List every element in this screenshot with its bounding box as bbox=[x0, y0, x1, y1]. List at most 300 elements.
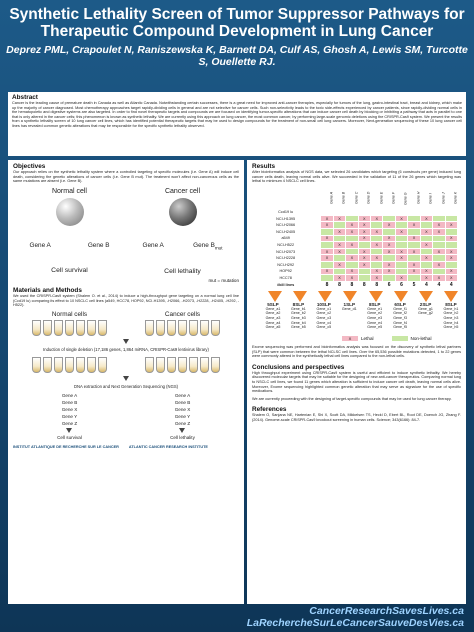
lethal-cell: X bbox=[445, 235, 457, 242]
nonlethal-cell bbox=[408, 255, 420, 262]
empty-cell bbox=[420, 209, 432, 216]
nonlethal-cell bbox=[420, 235, 432, 242]
slp-label: 2SLP bbox=[419, 301, 432, 307]
gene-b-label: Gene B bbox=[87, 241, 110, 249]
slp-gene: Gene_b3 bbox=[291, 316, 306, 320]
killed-count: 8 bbox=[371, 281, 383, 288]
orange-arrow-icon bbox=[268, 291, 282, 302]
slp-gene: Gene_f3 bbox=[393, 316, 407, 320]
slp-gene: Gene_c5 bbox=[316, 325, 332, 330]
references-heading: References bbox=[252, 406, 287, 414]
killed-count: 5 bbox=[408, 281, 420, 288]
lethal-cell: X bbox=[445, 255, 457, 262]
matrix-column-header: Gene H bbox=[416, 191, 421, 205]
lethal-cell: X bbox=[433, 275, 445, 282]
nonlethal-cell bbox=[321, 242, 333, 249]
conclusions-text-2: We are currently proceeding with the designing of target-specific compounds that may be used for lung cancer therapy. bbox=[252, 396, 452, 401]
arrow-down-icon bbox=[123, 376, 129, 381]
slp-group bbox=[338, 302, 360, 330]
lethal-cell: X bbox=[420, 229, 432, 236]
lethal-cell: X bbox=[420, 242, 432, 249]
lethal-cell: X bbox=[346, 275, 358, 282]
slp-gene: Gene_g2 bbox=[418, 311, 433, 316]
nonlethal-cell bbox=[445, 262, 457, 269]
gene-list-item: Gene Y bbox=[174, 413, 191, 419]
mutation-note: mut = mutation bbox=[208, 278, 239, 284]
slp-gene: Gene_b2 bbox=[291, 311, 306, 316]
nonlethal-cell bbox=[395, 268, 407, 275]
matrix-column-header: Gene A bbox=[329, 192, 334, 205]
lethal-cell: X bbox=[445, 275, 457, 282]
slp-gene: Gene_a1 bbox=[265, 306, 281, 311]
lethal-cell: X bbox=[420, 255, 432, 262]
killed-count: 6 bbox=[395, 281, 407, 288]
tube-row bbox=[13, 311, 239, 336]
matrix-row-label: NCI-H1395 bbox=[253, 215, 321, 222]
tube-icon bbox=[200, 357, 209, 373]
nonlethal-cell bbox=[346, 215, 358, 222]
slp-group bbox=[440, 302, 462, 330]
matrix-legend bbox=[342, 336, 461, 341]
tube-icon bbox=[167, 357, 176, 373]
matrix-row bbox=[253, 222, 458, 229]
cancer-cell-column bbox=[138, 188, 228, 275]
lethal-cell: X bbox=[420, 268, 432, 275]
slp-gene: Gene_h5 bbox=[443, 325, 459, 330]
lethal-cell: X bbox=[383, 262, 395, 269]
tube-icon bbox=[76, 357, 85, 373]
orange-arrow-icon bbox=[444, 291, 458, 302]
orange-arrow-row bbox=[268, 291, 458, 302]
lethal-cell: X bbox=[408, 235, 420, 242]
slp-label: 8SLP bbox=[445, 301, 457, 307]
slp-group bbox=[364, 302, 386, 330]
nonlethal-cell bbox=[433, 242, 445, 249]
tube-icon bbox=[211, 357, 220, 373]
objectives-text: Our approach relies on the synthetic lethality system where a controlled targeting of specific molecules (i.e. Gene A) will induce cell death, considering the genetic alterations of cancer cells (i.e. Gene B mut). The treatment won't affect non-cancerous cells as the same mutations are absent (i.e. Gene B). bbox=[13, 170, 239, 184]
slp-label: 5SLP bbox=[267, 301, 279, 307]
lethal-cell: X bbox=[445, 248, 457, 255]
empty-cell bbox=[395, 209, 407, 216]
tube-icon bbox=[87, 357, 96, 373]
tube-icon bbox=[200, 320, 209, 336]
orange-arrow-icon bbox=[343, 291, 357, 302]
slp-gene: Gene_e5 bbox=[367, 325, 383, 330]
killed-count: 8 bbox=[333, 281, 345, 288]
left-column bbox=[8, 160, 244, 604]
lethal-cell: X bbox=[445, 222, 457, 229]
nonlethal-cell bbox=[445, 242, 457, 249]
tube-icon bbox=[43, 357, 52, 373]
institute-logo-fr: INSTITUT ATLANTIQUE DE RECHERCHE SUR LE CANCER bbox=[13, 444, 119, 449]
lethal-cell: X bbox=[433, 222, 445, 229]
lethal-cell: X bbox=[346, 229, 358, 236]
empty-cell bbox=[371, 209, 383, 216]
lethal-cell: X bbox=[408, 248, 420, 255]
matrix-row bbox=[253, 229, 458, 236]
nonlethal-cell bbox=[445, 215, 457, 222]
cell-survival-label: Cell survival bbox=[57, 434, 82, 440]
slp-gene: Gene_b4 bbox=[291, 320, 306, 325]
nonlethal-cell bbox=[395, 235, 407, 242]
results-heading: Results bbox=[252, 163, 276, 170]
cell-lethality-label: Cell lethality bbox=[170, 434, 195, 440]
matrix-column-header: Gene J bbox=[441, 192, 446, 204]
lethal-cell: X bbox=[358, 229, 370, 236]
lethal-cell: X bbox=[358, 222, 370, 229]
nonlethal-cell bbox=[395, 262, 407, 269]
methods-heading: Materials and Methods bbox=[13, 287, 82, 295]
step-deletion: Induction of single deletion (17,186 genes, 1,864 miRNA, CRISPR-Cas9 lentivirus library) bbox=[43, 346, 209, 352]
slp-label: 8SLP bbox=[368, 301, 381, 307]
slp-gene: Gene_f2 bbox=[393, 311, 407, 316]
orange-arrow-icon bbox=[318, 291, 332, 302]
lethal-cell: X bbox=[371, 215, 383, 222]
normal-cell-sphere bbox=[56, 198, 84, 226]
matrix-row-label: NCI-H2228 bbox=[253, 255, 321, 262]
matrix-row bbox=[253, 262, 458, 269]
nonlethal-cell bbox=[408, 229, 420, 236]
lethal-cell: X bbox=[445, 268, 457, 275]
lethal-cell: X bbox=[321, 222, 333, 229]
slp-gene: Gene_c1 bbox=[316, 306, 332, 311]
matrix-column-header: Gene G bbox=[403, 191, 408, 205]
empty-cell bbox=[433, 209, 445, 216]
empty-cell bbox=[321, 209, 333, 216]
cancer-cells-tubes bbox=[133, 311, 233, 336]
lethal-cell: X bbox=[333, 229, 345, 236]
tube-icon bbox=[178, 357, 187, 373]
matrix-row-label: HOP92 bbox=[253, 268, 321, 275]
lethal-cell: X bbox=[346, 222, 358, 229]
nonlethal-cell bbox=[346, 248, 358, 255]
gene-list-item: Gene B bbox=[174, 399, 191, 405]
conclusions-text: High throughput experiment using CRISPR-Cas9 system is useful and efficient to induce synthetic lethality. We hereby discovered molecular targets that may be suitable for the designing of new anti-cancer therapeutics. Comparing normal lung to NSCLC cell lines, we found 11 genes which alteration is sufficient to induce cancer cell death, leaving normal cells alive. Moreover, Exome sequencing highlighted common genetic alteration that may serve as signature for the use of specific medications. bbox=[252, 370, 461, 394]
slp-gene: Gene_a2 bbox=[265, 311, 281, 316]
matrix-body bbox=[253, 209, 458, 289]
killed-count: 4 bbox=[445, 281, 457, 288]
lethal-cell: X bbox=[371, 229, 383, 236]
nonlethal-cell bbox=[333, 255, 345, 262]
slp-gene: Gene_a3 bbox=[265, 316, 281, 320]
tube-icon bbox=[32, 320, 41, 336]
lethal-cell: X bbox=[395, 255, 407, 262]
tube-icon bbox=[76, 320, 85, 336]
tube-icon bbox=[43, 320, 52, 336]
lethal-cell: X bbox=[408, 268, 420, 275]
tube-icon bbox=[54, 357, 63, 373]
legend-lethal: X Lethal bbox=[342, 336, 374, 341]
arrow-down-icon bbox=[66, 428, 72, 433]
nonlethal-cell bbox=[433, 255, 445, 262]
nonlethal-cell bbox=[383, 275, 395, 282]
lethal-cell: X bbox=[371, 268, 383, 275]
footer-url-en[interactable]: CancerResearchSavesLives.ca bbox=[309, 605, 464, 617]
tube-set bbox=[32, 357, 107, 373]
institute-logos bbox=[13, 445, 239, 449]
matrix-row-label: a549 bbox=[253, 235, 321, 242]
abstract-text: Cancer is the leading cause of premature death in Canada as well as Atlantic Canada. Notwithstanding certain successes, there is a great need for improved anti-cancer therapies, especially for tumors of the lung, gastro-intestinal tract, breast and kidney, which make up the majority of cancer diagnosed. Most chemotherapy approaches target rapidly-dividing cells in general and are not selective for cancer cells. Such non-selectivity leads to the toxic side-effects experienced by cancer patients, since rapidly-dividing normal cells in the hematopoietic and digestive systems are also targeted. In order to find novel therapeutic targets and compounds we are focused on identifying tumor-specific alterations that can induce cancer cell death by blocking or inhibiting a pathway that acts in parallel to one that is only altered in the cancer cells; this phenomenon is known as synthetic lethality. We are currently using this approach on lung cancer, the most common cancer, by performing large-scale genomic deletions using the CRISPR-Cas9 system. We present the results from a synthetic lethality screen of 10 lung cancer cell lines, which has identified potential therapeutic targets that may be used to design compounds for the treatment of non-small cell lung cancers. Moreover, Next-generation sequencing of these 10 lung cancer cell lines has revealed common genetic alterations that may be responsible for the specific synthetic lethality observed. bbox=[12, 101, 462, 128]
matrix-row bbox=[253, 242, 458, 249]
lethal-cell: X bbox=[395, 248, 407, 255]
matrix-row-label: NCI-H2405 bbox=[253, 229, 321, 236]
nonlethal-cell bbox=[408, 275, 420, 282]
slp-gene: Gene_h1 bbox=[443, 306, 459, 311]
nonlethal-cell bbox=[321, 275, 333, 282]
references-text: Shalem O, Sanjana NE, Hartenian E, Shi X, Scott DA, Mikkelsen TS, Heckl D, Ebert BL, Root DE, Doench JG, Zhang F. (2014). Genome-scale CRISPR-Cas9 knockout screening in human cells. Science; 343(6166): 84-7. bbox=[252, 413, 461, 422]
footer-urls bbox=[247, 605, 464, 629]
slp-group bbox=[287, 302, 309, 330]
nonlethal-cell bbox=[408, 215, 420, 222]
tube-row-2 bbox=[13, 355, 239, 373]
slp-gene: Gene_h2 bbox=[443, 311, 459, 316]
matrix-row-label: NCI-H2073 bbox=[253, 248, 321, 255]
lethal-cell: X bbox=[371, 275, 383, 282]
nonlethal-cell bbox=[383, 255, 395, 262]
arrow-down-icon bbox=[179, 428, 185, 433]
nonlethal-cell bbox=[420, 222, 432, 229]
matrix-column-header: Gene C bbox=[354, 191, 359, 205]
legend-nonlethal-swatch bbox=[392, 336, 408, 341]
matrix-row-label: Ccd19 lu bbox=[253, 209, 321, 216]
cell-lethality-label: Cell lethality bbox=[164, 268, 201, 276]
lethal-cell: X bbox=[346, 242, 358, 249]
gene-a-label: Gene A bbox=[29, 241, 51, 249]
tube-set bbox=[32, 320, 107, 336]
slp-gene: Gene_f1 bbox=[393, 306, 407, 311]
slp-gene: Gene_e4 bbox=[367, 320, 383, 325]
nonlethal-cell bbox=[420, 248, 432, 255]
gene-list-left bbox=[57, 392, 82, 441]
tube-icon bbox=[178, 320, 187, 336]
killed-row-label: #kill lines bbox=[253, 281, 321, 288]
nonlethal-cell bbox=[321, 229, 333, 236]
gene-list-item: Gene A bbox=[174, 392, 191, 398]
cancer-cell-genes bbox=[143, 242, 223, 250]
gene-a-label: Gene A bbox=[142, 241, 164, 249]
gene-list-item: Gene Y bbox=[61, 413, 78, 419]
slp-gene: Gene_b1 bbox=[291, 306, 306, 311]
nonlethal-cell bbox=[333, 235, 345, 242]
slp-gene: Gene_c4 bbox=[316, 320, 332, 325]
nonlethal-cell bbox=[358, 268, 370, 275]
lethal-cell: X bbox=[321, 235, 333, 242]
tube-icon bbox=[189, 357, 198, 373]
slp-label: 6SLP bbox=[394, 301, 406, 307]
nonlethal-cell bbox=[346, 262, 358, 269]
results-text: After bioinformatics analysis of NGS data, we selected 26 candidates which targeting (6 constructs per gene) induced lung cancer cells death, leaving normal cells alive. We succeeded in the validation of 11 of the 26 genes which targeting was lethal to minimum 4 NSCLC cell lines. bbox=[252, 170, 461, 184]
nonlethal-cell bbox=[346, 235, 358, 242]
footer-url-fr[interactable]: LaRechercheSurLeCancerSauveDesVies.ca bbox=[246, 617, 464, 629]
matrix-row bbox=[253, 248, 458, 255]
lethal-cell: X bbox=[433, 248, 445, 255]
nonlethal-cell bbox=[333, 268, 345, 275]
tube-icon bbox=[98, 320, 107, 336]
gene-list-item: Gene B bbox=[61, 399, 78, 405]
nonlethal-cell bbox=[408, 242, 420, 249]
lethal-cell: X bbox=[358, 262, 370, 269]
gene-list-diagram bbox=[13, 392, 239, 441]
slp-group bbox=[415, 302, 437, 330]
lethal-cell: X bbox=[395, 215, 407, 222]
lethal-cell: X bbox=[346, 268, 358, 275]
cancer-cell-sphere bbox=[169, 198, 197, 226]
lethal-cell: X bbox=[321, 215, 333, 222]
nonlethal-cell bbox=[333, 222, 345, 229]
lethal-cell: X bbox=[408, 222, 420, 229]
synthetic-lethality-diagram bbox=[13, 188, 239, 275]
empty-cell bbox=[346, 209, 358, 216]
killed-count: 6 bbox=[383, 281, 395, 288]
author-list: Deprez PML, Crapoulet N, Raniszewska K, Barnett DA, Culf AS, Ghosh A, Lewis SM, Turcotte S, Ouellette RJ. bbox=[6, 44, 468, 68]
orange-arrow-icon bbox=[394, 291, 408, 302]
gene-list-item: Gene Z bbox=[61, 420, 78, 426]
slp-group bbox=[262, 302, 284, 330]
slp-group bbox=[389, 302, 411, 330]
tube-icon bbox=[156, 320, 165, 336]
lethal-cell: X bbox=[346, 255, 358, 262]
slp-gene: Gene_c3 bbox=[316, 316, 332, 320]
normal-cell-label: Normal cell bbox=[51, 187, 87, 195]
empty-cell bbox=[333, 209, 345, 216]
legend-nonlethal: Non-lethal bbox=[392, 336, 432, 341]
matrix-row-label: NCI-H522 bbox=[253, 242, 321, 249]
slp-label: 1SLP bbox=[343, 301, 356, 307]
orange-arrow-icon bbox=[369, 291, 383, 302]
slp-gene: Gene_f5 bbox=[393, 325, 407, 330]
normal-cell-genes bbox=[30, 242, 110, 249]
lethal-cell: X bbox=[408, 262, 420, 269]
results-text-2: Exome sequencing was performed and bioinformatics analysis was focused on the discovery of synthetic lethal partners (SLP) that were common between the lethal NCLSC cell lines. Over the 65,536 possible mutations detected, 1 to 22 genes were commonly altered in the synthetically lethal cell lines compared to the non-lethal cells. bbox=[252, 345, 461, 359]
gene-list-item: Gene A bbox=[61, 392, 78, 398]
lethal-cell: X bbox=[358, 255, 370, 262]
matrix-column-header: Gene B bbox=[341, 191, 346, 205]
matrix-row bbox=[253, 235, 458, 242]
empty-cell bbox=[445, 209, 457, 216]
nonlethal-cell bbox=[433, 215, 445, 222]
tube-icon bbox=[54, 320, 63, 336]
tube-icon bbox=[211, 320, 220, 336]
tube-icon bbox=[145, 320, 154, 336]
tube-icon bbox=[32, 357, 41, 373]
slp-group bbox=[313, 302, 335, 330]
tube-icon bbox=[189, 320, 198, 336]
killed-count: 4 bbox=[433, 281, 445, 288]
lethal-cell: X bbox=[358, 235, 370, 242]
slp-gene: Gene_h4 bbox=[443, 320, 459, 325]
abstract-heading: Abstract bbox=[12, 94, 38, 101]
tube-icon bbox=[156, 357, 165, 373]
matrix-row bbox=[253, 255, 458, 262]
slp-gene: Gene_f4 bbox=[393, 320, 407, 325]
slp-gene: Gene_e1 bbox=[367, 306, 383, 311]
arrow-down-icon bbox=[123, 339, 129, 344]
lethal-cell: X bbox=[321, 255, 333, 262]
cancer-cells-label: Cancer cells bbox=[164, 310, 201, 318]
slp-grid bbox=[262, 302, 462, 330]
matrix-column-header: Gene F bbox=[391, 192, 396, 205]
slp-gene: Gene_a5 bbox=[265, 325, 281, 330]
matrix-row bbox=[253, 209, 458, 216]
lethal-cell: X bbox=[395, 229, 407, 236]
nonlethal-cell bbox=[371, 222, 383, 229]
conclusions-heading: Conclusions and perspectives bbox=[252, 363, 345, 371]
matrix-column-header: Gene I bbox=[428, 192, 433, 204]
nonlethal-cell bbox=[371, 262, 383, 269]
matrix-corner bbox=[253, 187, 321, 209]
slp-label: 10SLP bbox=[316, 301, 331, 307]
nonlethal-cell bbox=[383, 229, 395, 236]
gene-list-right bbox=[170, 392, 195, 441]
nonlethal-cell bbox=[420, 262, 432, 269]
tube-icon bbox=[87, 320, 96, 336]
slp-label: 8SLP bbox=[292, 301, 305, 307]
lethal-cell: X bbox=[371, 242, 383, 249]
gene-b-mut-label: Gene $B_{mut}$ bbox=[193, 241, 223, 251]
lethal-cell: X bbox=[333, 275, 345, 282]
tube-icon bbox=[145, 357, 154, 373]
matrix-row-label: NCI-H2066 bbox=[253, 222, 321, 229]
gene-list-item: Gene X bbox=[61, 406, 78, 412]
lethal-cell: X bbox=[420, 215, 432, 222]
institute-logo-en: ATLANTIC CANCER RESEARCH INSTITUTE bbox=[128, 444, 208, 449]
matrix-header-row bbox=[253, 187, 458, 209]
nonlethal-cell bbox=[433, 268, 445, 275]
tube-icon bbox=[65, 320, 74, 336]
tube-icon bbox=[98, 357, 107, 373]
slp-gene: Gene_d1 bbox=[341, 306, 357, 311]
gene-list-item: Gene Z bbox=[174, 420, 191, 426]
lethal-cell: X bbox=[321, 268, 333, 275]
nonlethal-cell bbox=[395, 222, 407, 229]
lethal-cell: X bbox=[321, 248, 333, 255]
lethal-cell: X bbox=[358, 215, 370, 222]
matrix-column-header: Gene K bbox=[453, 191, 458, 205]
lethality-matrix bbox=[252, 187, 458, 289]
normal-cells-tubes bbox=[20, 311, 120, 336]
nonlethal-cell bbox=[358, 275, 370, 282]
nonlethal-cell bbox=[371, 235, 383, 242]
cell-survival-label: Cell survival bbox=[51, 266, 88, 274]
lethal-cell: X bbox=[358, 248, 370, 255]
lethal-cell: X bbox=[383, 222, 395, 229]
killed-count: 8 bbox=[346, 281, 358, 288]
killed-count: 8 bbox=[358, 281, 370, 288]
slp-gene: Gene_a4 bbox=[265, 320, 281, 325]
lethal-cell: X bbox=[383, 268, 395, 275]
killed-count: 4 bbox=[420, 281, 432, 288]
lethal-cell: X bbox=[383, 235, 395, 242]
tube-icon bbox=[65, 357, 74, 373]
empty-cell bbox=[408, 209, 420, 216]
abstract-panel bbox=[8, 92, 466, 156]
methods-text: We used the CRISPR-Cas9 system (Shalem O. et al., 2014) to induce a high-throughput gene targeting on a normal lung cell line (Ccd19 lu) comparing its effect to 10 NSCLC cell lines (a549, HCC78, HOP92, NCI-H1395, -H2066, -H2073, -H2228, -H2405, -H292, -H522). bbox=[13, 294, 239, 308]
nonlethal-cell bbox=[371, 248, 383, 255]
tube-set bbox=[145, 357, 220, 373]
normal-cell-column bbox=[25, 188, 115, 275]
matrix-row bbox=[253, 268, 458, 275]
slp-gene: Gene_e2 bbox=[367, 311, 383, 316]
matrix-row bbox=[253, 275, 458, 282]
nonlethal-cell bbox=[321, 262, 333, 269]
empty-cell bbox=[358, 209, 370, 216]
slp-gene: Gene_g1 bbox=[418, 306, 433, 311]
tube-icon bbox=[167, 320, 176, 336]
lethal-cell: X bbox=[433, 229, 445, 236]
lethal-cell: X bbox=[383, 248, 395, 255]
matrix-row-label: NCI-H292 bbox=[253, 262, 321, 269]
gene-list-item: Gene X bbox=[174, 406, 191, 412]
